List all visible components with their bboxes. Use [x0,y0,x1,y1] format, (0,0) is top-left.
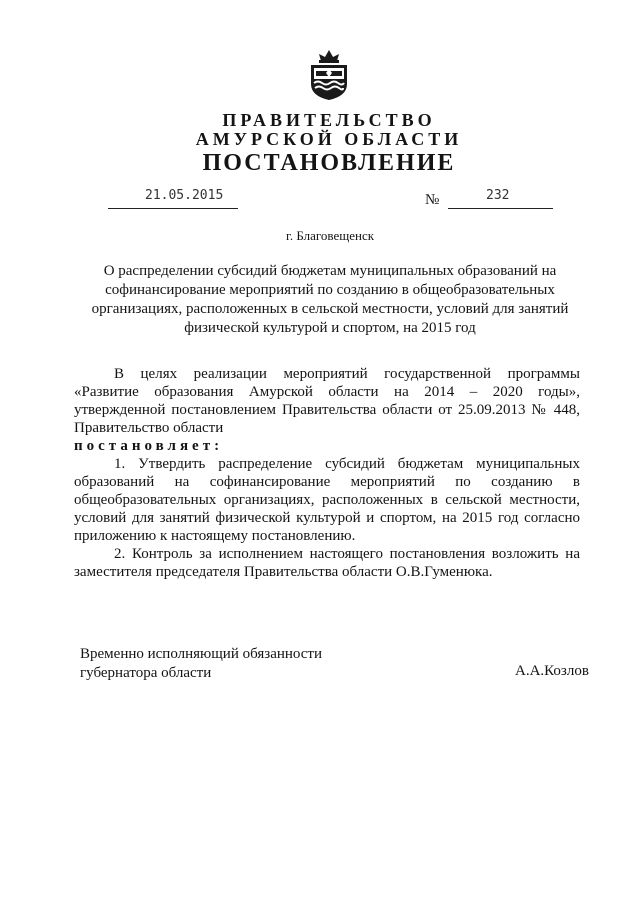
org-name-line1: ПРАВИТЕЛЬСТВО [222,110,436,130]
coat-of-arms-icon [305,48,353,102]
signatory-position-line2: губернатора области [80,665,212,681]
date-underline [108,208,238,209]
document-body [74,365,580,581]
item-1-paragraph: 1. Утвердить распределение субсидий бюджетам муниципальных образований на софинансирование мероприятий по созданию в общеобразовательных организациях, расположенных в сельской местности, условий для занятий физической культурой и спортом, на 2015 год согласно приложению к настоящему постановлению. [74,456,580,544]
org-name-line2: АМУРСКОЙ ОБЛАСТИ [195,129,463,149]
document-type-title: ПОСТАНОВЛЕНИЕ [202,150,456,176]
city-name: г. Благовещенск [285,228,375,243]
resolve-word: постановляет: [74,438,224,454]
document-number: 232 [486,188,510,203]
item-2-paragraph: 2. Контроль за исполнением настоящего постановления возложить на заместителя председателя Правительства области О.В.Гуменюка. [74,546,580,580]
signatory-position [80,645,322,683]
preamble-paragraph: В целях реализации мероприятий государственной программы «Развитие образования Амурской области на 2014 – 2020 годы», утвержденной постановлением Правительства области от 25.09.2013 № 448, Правительство области [74,366,580,436]
document-subject: О распределении субсидий бюджетам муниципальных образований на софинансирование мероприятий по созданию в общеобразовательных организациях, расположенных в сельской местности, условий для занятий физической культурой и спортом, на 2015 год [91,263,569,336]
document-date: 21.05.2015 [145,188,224,203]
number-underline [448,208,553,209]
signatory-position-line1: Временно исполняющий обязанности [80,646,323,662]
number-sign: № [425,192,440,208]
signatory-name: А.А.Козлов [515,663,589,679]
